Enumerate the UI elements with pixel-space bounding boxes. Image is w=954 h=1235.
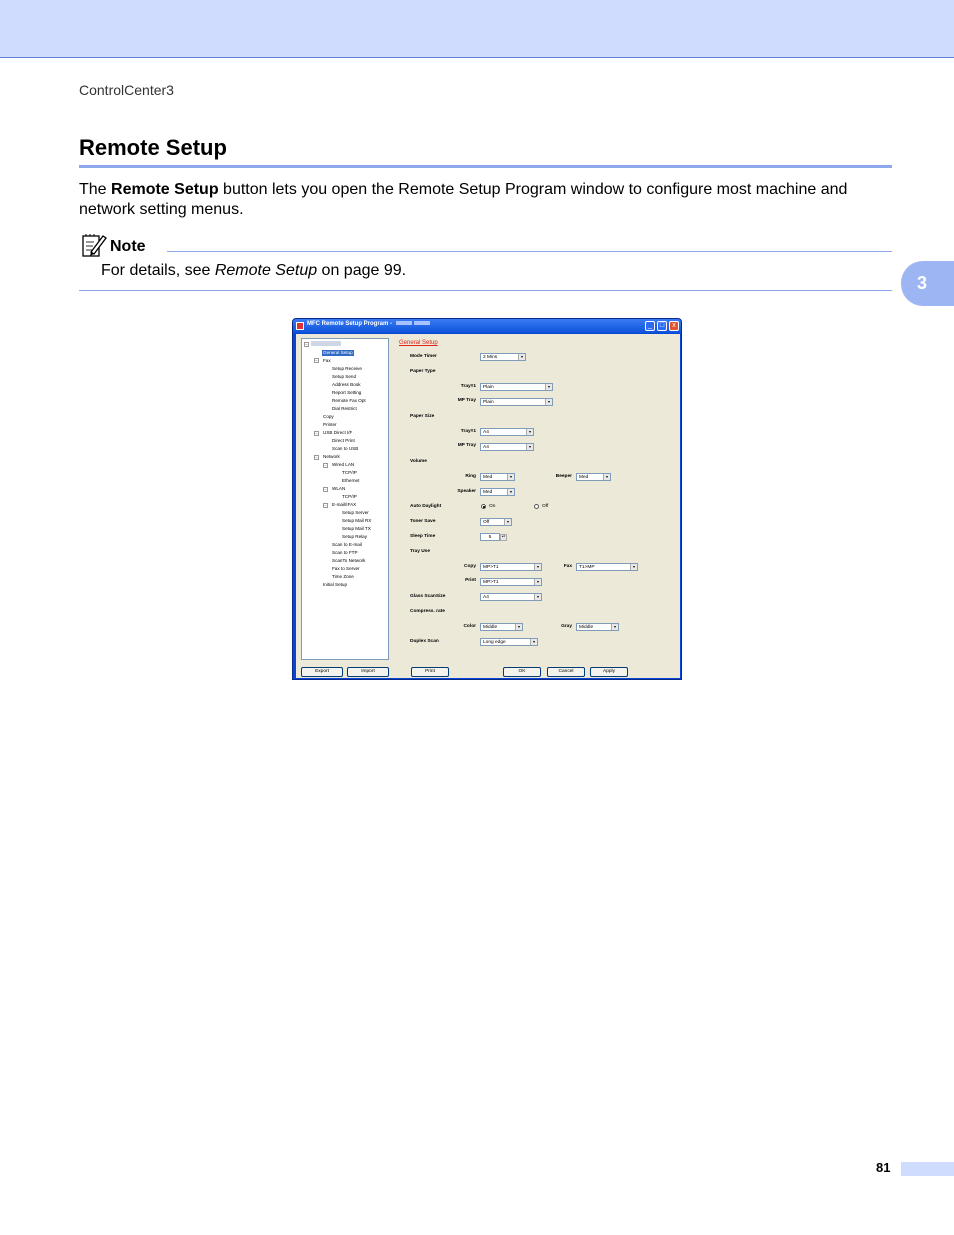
speaker-label: Speaker: [457, 489, 476, 494]
redacted-model-suffix: [414, 321, 430, 325]
window-title-text: MFC Remote Setup Program -: [307, 321, 394, 327]
mode-timer-value: 2 Mins: [483, 355, 498, 360]
tree-item-copy[interactable]: Copy: [323, 414, 334, 419]
glass-scansize-value: A4: [483, 595, 489, 600]
page-number-tab: [901, 1162, 954, 1176]
dropdown-arrow-icon[interactable]: ▾: [545, 399, 552, 405]
sleep-time-value: 5: [488, 535, 492, 540]
tree-item-setup-server[interactable]: Setup Server: [342, 510, 369, 515]
tree-item-address-book[interactable]: Address Book: [332, 382, 361, 387]
print-tray-use-select[interactable]: [480, 578, 542, 586]
tree-item-usb-direct[interactable]: USB Direct I/F: [323, 430, 353, 435]
window-title: [307, 321, 430, 327]
tree-item-wlan-tcpip[interactable]: TCP/IP: [342, 494, 357, 499]
toner-save-select[interactable]: [480, 518, 512, 526]
paper-type-label: Paper Type: [410, 369, 436, 374]
tree-item-ethernet[interactable]: Ethernet: [342, 478, 360, 483]
dropdown-arrow-icon[interactable]: ▾: [534, 594, 541, 600]
mp-tray-type-label: MP Tray: [457, 398, 476, 403]
settings-panel: [394, 336, 680, 666]
page-number: 81: [876, 1160, 891, 1175]
dropdown-arrow-icon[interactable]: ▾: [534, 579, 541, 585]
note-text-start: For details, see: [101, 262, 215, 279]
auto-daylight-off-label: Off: [542, 504, 549, 509]
toner-save-value: Off: [483, 520, 490, 525]
beeper-volume-value: Med: [579, 475, 589, 480]
fax-tray-label: Fax: [563, 564, 572, 569]
redacted-model-name: [396, 321, 412, 325]
auto-daylight-label: Auto Daylight: [410, 504, 442, 509]
window-client-area: [296, 334, 680, 678]
dropdown-arrow-icon[interactable]: ▾: [526, 429, 533, 435]
sleep-time-spinner[interactable]: [480, 533, 505, 541]
intro-paragraph: [79, 180, 894, 220]
tray1-type-label: Tray#1: [460, 384, 476, 389]
tree-item-general-setup[interactable]: General Setup: [323, 350, 353, 355]
mp-tray-paper-type-select[interactable]: [480, 398, 553, 406]
section-title: Remote Setup: [79, 135, 227, 160]
dropdown-arrow-icon[interactable]: ▾: [534, 564, 541, 570]
cancel-button[interactable]: Cancel: [547, 667, 585, 677]
auto-daylight-on-radio[interactable]: [481, 504, 486, 509]
dropdown-arrow-icon[interactable]: ▾: [630, 564, 637, 570]
volume-label: Volume: [410, 459, 427, 464]
tray-use-label: Tray Use: [410, 549, 431, 554]
tree-root-model[interactable]: [311, 341, 341, 346]
mp-tray-paper-type-value: Plain: [483, 400, 494, 405]
ok-button[interactable]: OK: [503, 667, 541, 677]
tree-collapse-icon[interactable]: −: [315, 455, 318, 460]
mode-timer-select[interactable]: [480, 353, 526, 361]
mp-tray-paper-size-select[interactable]: [480, 443, 534, 451]
speaker-volume-select[interactable]: [480, 488, 515, 496]
print-button[interactable]: Print: [411, 667, 449, 677]
remote-setup-window: [292, 318, 682, 680]
minimize-button[interactable]: _: [645, 321, 655, 331]
gray-compress-value: Middle: [579, 625, 594, 630]
ring-label: Ring: [465, 474, 476, 479]
settings-tree[interactable]: [301, 338, 389, 660]
gray-label: Gray: [561, 624, 572, 629]
auto-daylight-off-radio[interactable]: [534, 504, 539, 509]
note-label: Note: [110, 238, 146, 255]
tree-item-setup-send[interactable]: Setup Send: [332, 374, 357, 379]
tree-item-fax[interactable]: Fax: [323, 358, 331, 363]
color-compress-select[interactable]: [480, 623, 523, 631]
tree-item-setup-relay[interactable]: Setup Relay: [342, 534, 368, 539]
close-button[interactable]: x: [669, 321, 679, 331]
mp-tray-paper-size-value: A4: [483, 445, 489, 450]
compress-rate-label: Compress. rate: [410, 609, 445, 614]
tree-item-scan-to-email[interactable]: Scan to E-mail: [332, 542, 362, 547]
dropdown-arrow-icon[interactable]: ▾: [518, 354, 525, 360]
window-titlebar: [293, 319, 681, 333]
top-header-band: [0, 0, 954, 58]
title-rule: [79, 165, 892, 168]
note-rule-bottom: [79, 290, 892, 291]
tree-item-wlan[interactable]: WLAN: [332, 486, 346, 491]
tree-item-scan-to-usb[interactable]: Scan to USB: [332, 446, 359, 451]
color-compress-value: Middle: [483, 625, 498, 630]
gray-compress-select[interactable]: [576, 623, 619, 631]
mp-tray-size-label: MP Tray: [457, 443, 476, 448]
tree-collapse-icon[interactable]: −: [324, 487, 327, 492]
dropdown-arrow-icon[interactable]: ▾: [507, 489, 514, 495]
maximize-button[interactable]: □: [657, 321, 667, 331]
dropdown-arrow-icon[interactable]: ▾: [526, 444, 533, 450]
toner-save-label: Toner Save: [410, 519, 436, 524]
import-button[interactable]: Import: [347, 667, 389, 677]
mode-timer-label: Mode Timer: [410, 354, 437, 359]
ring-volume-select[interactable]: [480, 473, 515, 481]
tree-item-email-ifax[interactable]: E-mail/IFAX: [332, 502, 357, 507]
note-text: [101, 262, 406, 280]
sleep-time-label: Sleep Time: [410, 534, 436, 539]
duplex-scan-value: Long edge: [483, 640, 506, 645]
dropdown-arrow-icon[interactable]: ▾: [515, 624, 522, 630]
panel-heading: General Setup: [399, 340, 438, 346]
tray1-paper-type-select[interactable]: [480, 383, 553, 391]
tree-item-setup-mail-tx[interactable]: Setup Mail TX: [342, 526, 371, 531]
tree-item-scan-to-network[interactable]: ScanTo Network: [332, 558, 366, 563]
note-text-end: on page 99.: [317, 262, 407, 279]
copy-tray-use-value: MP>T1: [483, 565, 499, 570]
tree-item-fax-to-server[interactable]: Fax to Server: [332, 566, 360, 571]
note-rule-top: [167, 251, 892, 252]
tree-collapse-icon[interactable]: −: [324, 503, 327, 508]
dropdown-arrow-icon[interactable]: ▾: [507, 474, 514, 480]
tree-item-network[interactable]: Network: [323, 454, 340, 459]
tree-collapse-icon[interactable]: −: [324, 463, 327, 468]
tray1-paper-type-value: Plain: [483, 385, 494, 390]
app-icon: [296, 322, 304, 330]
print-tray-label: Print: [465, 578, 476, 583]
tree-item-remote-fax-opt[interactable]: Remote Fax Opt: [332, 398, 366, 403]
ring-volume-value: Med: [483, 475, 493, 480]
copy-tray-label: Copy: [464, 564, 476, 569]
fax-tray-use-select[interactable]: [576, 563, 638, 571]
tree-item-setup-receive[interactable]: Setup Receive: [332, 366, 362, 371]
tray1-paper-size-value: A4: [483, 430, 489, 435]
tree-item-scan-to-ftp[interactable]: Scan to FTP: [332, 550, 358, 555]
tray1-size-label: Tray#1: [460, 429, 476, 434]
color-label: Color: [463, 624, 476, 629]
dropdown-arrow-icon[interactable]: ▾: [530, 639, 537, 645]
intro-text-end: button lets you open the Remote Setup Program window to configure most machine and network setting menus.: [79, 181, 848, 218]
speaker-volume-value: Med: [483, 490, 493, 495]
beeper-label: Beeper: [555, 474, 572, 479]
export-button[interactable]: Export: [301, 667, 343, 677]
paper-size-label: Paper Size: [410, 414, 435, 419]
print-tray-use-value: MP>T1: [483, 580, 499, 585]
intro-bold-term: Remote Setup: [111, 181, 219, 198]
tree-item-report-setting[interactable]: Report Setting: [332, 390, 362, 395]
tree-item-printer[interactable]: Printer: [323, 422, 337, 427]
spinner-arrows-icon[interactable]: ▴▾: [500, 534, 507, 541]
fax-tray-use-value: T1>MP: [579, 565, 595, 570]
dropdown-arrow-icon[interactable]: ▾: [504, 519, 511, 525]
duplex-scan-label: Duplex Scan: [410, 639, 439, 644]
tree-item-wired-lan[interactable]: Wired LAN: [332, 462, 355, 467]
intro-text-start: The: [79, 181, 112, 198]
tree-item-setup-mail-rx[interactable]: Setup Mail RX: [342, 518, 372, 523]
tree-collapse-icon[interactable]: −: [305, 342, 308, 347]
dropdown-arrow-icon[interactable]: ▾: [603, 474, 610, 480]
glass-scansize-select[interactable]: [480, 593, 542, 601]
dropdown-arrow-icon[interactable]: ▾: [545, 384, 552, 390]
chapter-tab: 3: [901, 261, 954, 306]
running-head: ControlCenter3: [79, 82, 174, 98]
glass-scansize-label: Glass ScanSize: [410, 594, 446, 599]
copy-tray-use-select[interactable]: [480, 563, 542, 571]
dropdown-arrow-icon[interactable]: ▾: [611, 624, 618, 630]
note-cross-reference[interactable]: Remote Setup: [214, 262, 318, 279]
tree-item-initial-setup[interactable]: Initial Setup: [323, 582, 348, 587]
tray1-paper-size-select[interactable]: [480, 428, 534, 436]
duplex-scan-select[interactable]: [480, 638, 538, 646]
note-pencil-icon: [81, 233, 107, 258]
tree-item-dial-restrict[interactable]: Dial Restrict: [332, 406, 357, 411]
tree-item-direct-print[interactable]: Direct Print: [332, 438, 355, 443]
tree-item-wired-tcpip[interactable]: TCP/IP: [342, 470, 357, 475]
tree-collapse-icon[interactable]: −: [315, 431, 318, 436]
apply-button[interactable]: Apply: [590, 667, 628, 677]
auto-daylight-on-label: On: [489, 504, 496, 509]
beeper-volume-select[interactable]: [576, 473, 611, 481]
tree-item-time-zone[interactable]: Time Zone: [332, 574, 354, 579]
tree-collapse-icon[interactable]: −: [315, 358, 318, 363]
